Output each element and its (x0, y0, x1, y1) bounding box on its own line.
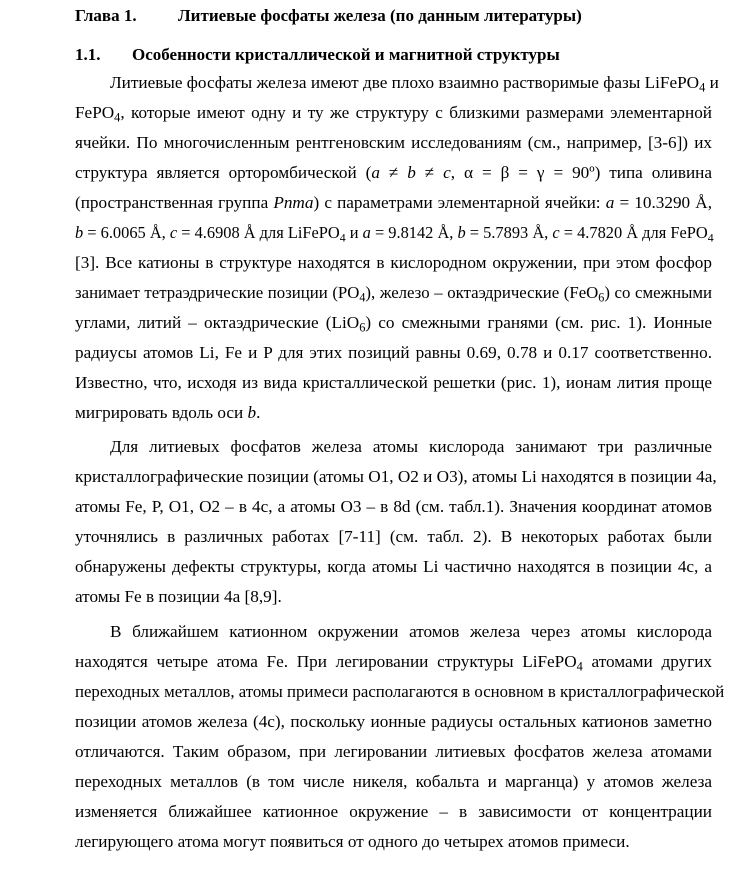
paragraph-1-line-11: Известно, что, исходя из вида кристаллической решетки (рис. 1), ионам лития проще (75, 373, 712, 392)
paragraph-1-line-5: (пространственная группа Pnma) с параметрами элементарной ячейки: a = 10.3290 Å, (75, 193, 712, 212)
paragraph-1-line-10: радиусы атомов Li, Fe и P для этих позиций равны 0.69, 0.78 и 0.17 соответственно. (75, 343, 712, 362)
paragraph-1-line-3: ячейки. По многочисленным рентгеновским исследованиям (см., например, [3-6]) их (75, 133, 712, 152)
chapter-number: Глава 1. (75, 6, 137, 25)
section-heading (75, 40, 712, 69)
paragraph-1-line-12: мигрировать вдоль оси b. (75, 403, 261, 422)
paragraph-2-line-5: обнаружены дефекты структуры, когда атомы Li частично находятся в позиции 4c, а (75, 557, 712, 576)
paragraph-3-line-1: В ближайшем катионном окружении атомов железа через атомы кислорода (110, 622, 712, 641)
paragraph-1-line-4: структура является орторомбической (a ≠ b ≠ c, α = β = γ = 90º) типа оливина (75, 163, 712, 182)
paragraph-2-line-4: уточнялись в различных работах [7-11] (см. табл. 2). В некоторых работах были (75, 527, 712, 546)
paragraph-2-line-6: атомы Fe в позиции 4a [8,9]. (75, 587, 282, 606)
paragraph-2-line-2: кристаллографические позиции (атомы O1, O2 и O3), атомы Li находятся в позиции 4a, (75, 467, 717, 486)
paragraph-3-line-4: позиции атомов железа (4c), поскольку ионные радиусы остальных катионов заметно (75, 712, 712, 731)
paragraph-3-line-8: легирующего атома могут появиться от одного до четырех атомов примеси. (75, 832, 630, 851)
paragraph-3-line-6: переходных металлов (в том числе никеля, кобальта и марганца) у атомов железа (75, 772, 712, 791)
paragraph-2-line-3: атомы Fe, P, O1, O2 – в 4c, а атомы O3 – в 8d (см. табл.1). Значения координат атомов (75, 497, 712, 516)
paragraph-1-line-6: b = 6.0065 Å, c = 4.6908 Å для LiFePO$_4$ и a = 9.8142 Å, b = 5.7893 Å, c = 4.7820 Å для FePO$_4$ (75, 223, 714, 245)
paragraph-3-line-5: отличаются. Таким образом, при легировании литиевых фосфатов железа атомами (75, 742, 712, 761)
paragraph-2-line-1: Для литиевых фосфатов железа атомы кислорода занимают три различные (110, 437, 712, 456)
paragraph-3-line-3: переходных металлов, атомы примеси располагаются в основном в кристаллографической (75, 682, 725, 701)
paragraph-3-line-2: находятся четыре атома Fe. При легировании структуры LiFePO$_4$ атомами других (75, 652, 712, 674)
paragraph-3-line-7: изменяется ближайшее катионное окружение – в зависимости от концентрации (75, 802, 712, 821)
section-number: 1.1. (75, 45, 101, 64)
paragraph-1-line-9: углами, литий – октаэдрические (LiO$_6$) со смежными гранями (см. рис. 1). Ионные (75, 313, 712, 335)
paragraph-1-line-7: [3]. Все катионы в структуре находятся в кислородном окружении, при этом фосфор (75, 253, 712, 272)
paragraph-1-line-2: FePO$_4$, которые имеют одну и ту же структуру с близкими размерами элементарной (75, 103, 712, 125)
chapter-heading (75, 1, 712, 30)
paragraph-1-line-8: занимает тетраэдрические позиции $(PO_4)$, железо – октаэдрические (FeO$_6$) со смежными (75, 283, 712, 305)
chapter-title: Литиевые фосфаты железа (по данным литературы) (178, 6, 582, 25)
paragraph-1-line-1: Литиевые фосфаты железа имеют две плохо взаимно растворимые фазы LiFePO$_4$ и (110, 73, 719, 95)
section-title: Особенности кристаллической и магнитной структуры (132, 45, 560, 64)
